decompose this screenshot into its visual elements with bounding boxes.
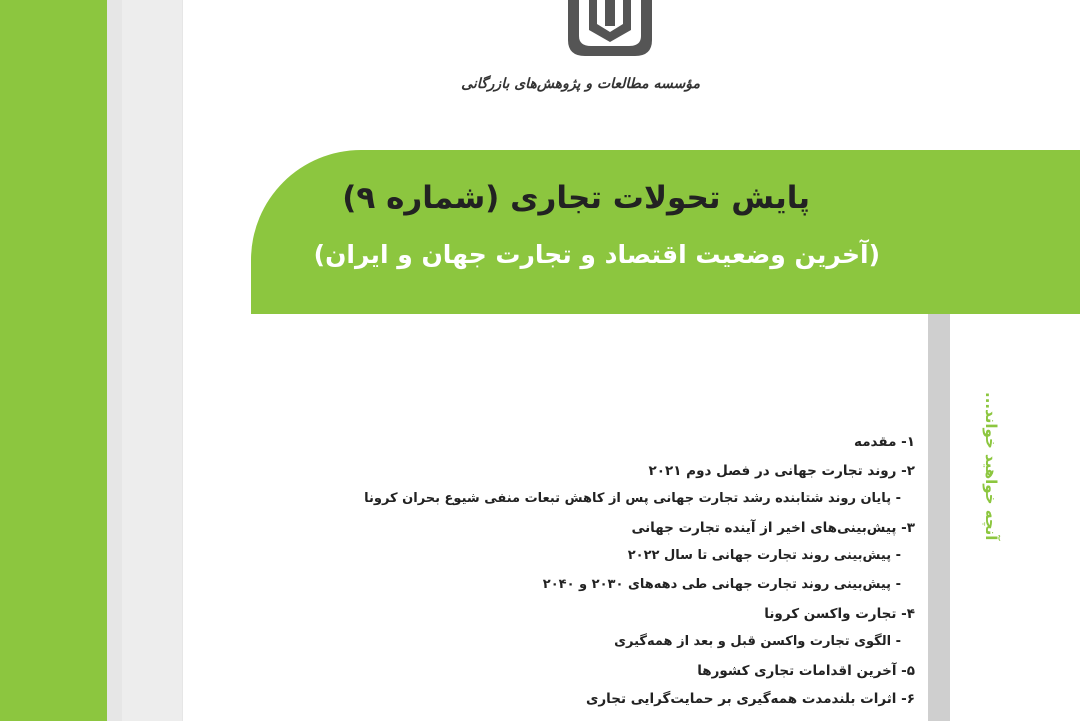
toc-item: ۵- آخرین اقدامات تجاری کشورها	[697, 662, 915, 679]
title-band	[251, 150, 1080, 314]
left-green-strip	[0, 0, 107, 721]
right-gray-bar	[928, 314, 950, 721]
toc-subitem: - پیش‌بینی روند تجارت جهانی تا سال ۲۰۲۲	[627, 548, 901, 564]
toc-item: ۶- اثرات بلندمدت همه‌گیری بر حمایت‌گرایی تجاری	[586, 691, 915, 708]
page-subtitle: (آخرین وضعیت اقتصاد و تجارت جهان و ایران)	[313, 240, 880, 269]
toc-subitem: - الگوی تجارت واکسن قبل و بعد از همه‌گیری	[614, 634, 901, 650]
toc-item: ۴- تجارت واکسن کرونا	[764, 605, 915, 622]
institute-name: مؤسسه مطالعات و پژوهش‌های بازرگانی	[461, 76, 700, 92]
toc-item: ۱- مقدمه	[854, 434, 915, 450]
institute-logo-icon	[565, 0, 655, 62]
page-title: پایش تحولات تجاری (شماره ۹)	[342, 180, 810, 216]
toc-subitem: - پیش‌بینی روند تجارت جهانی طی دهه‌های ۲۰۳۰ و ۲۰۴۰	[542, 576, 901, 592]
toc-subitem: - پایان روند شتابنده رشد تجارت جهانی پس از کاهش تبعات منفی شیوع بحران کرونا	[364, 491, 901, 507]
left-gray-inner	[122, 0, 182, 721]
sidebar-label: آنچه خواهید خواند...	[982, 391, 1000, 540]
table-of-contents	[355, 428, 915, 714]
toc-item: ۳- پیش‌بینی‌های اخیر از آینده تجارت جهانی	[631, 519, 915, 536]
toc-item: ۲- روند تجارت جهانی در فصل دوم ۲۰۲۱	[648, 462, 915, 479]
